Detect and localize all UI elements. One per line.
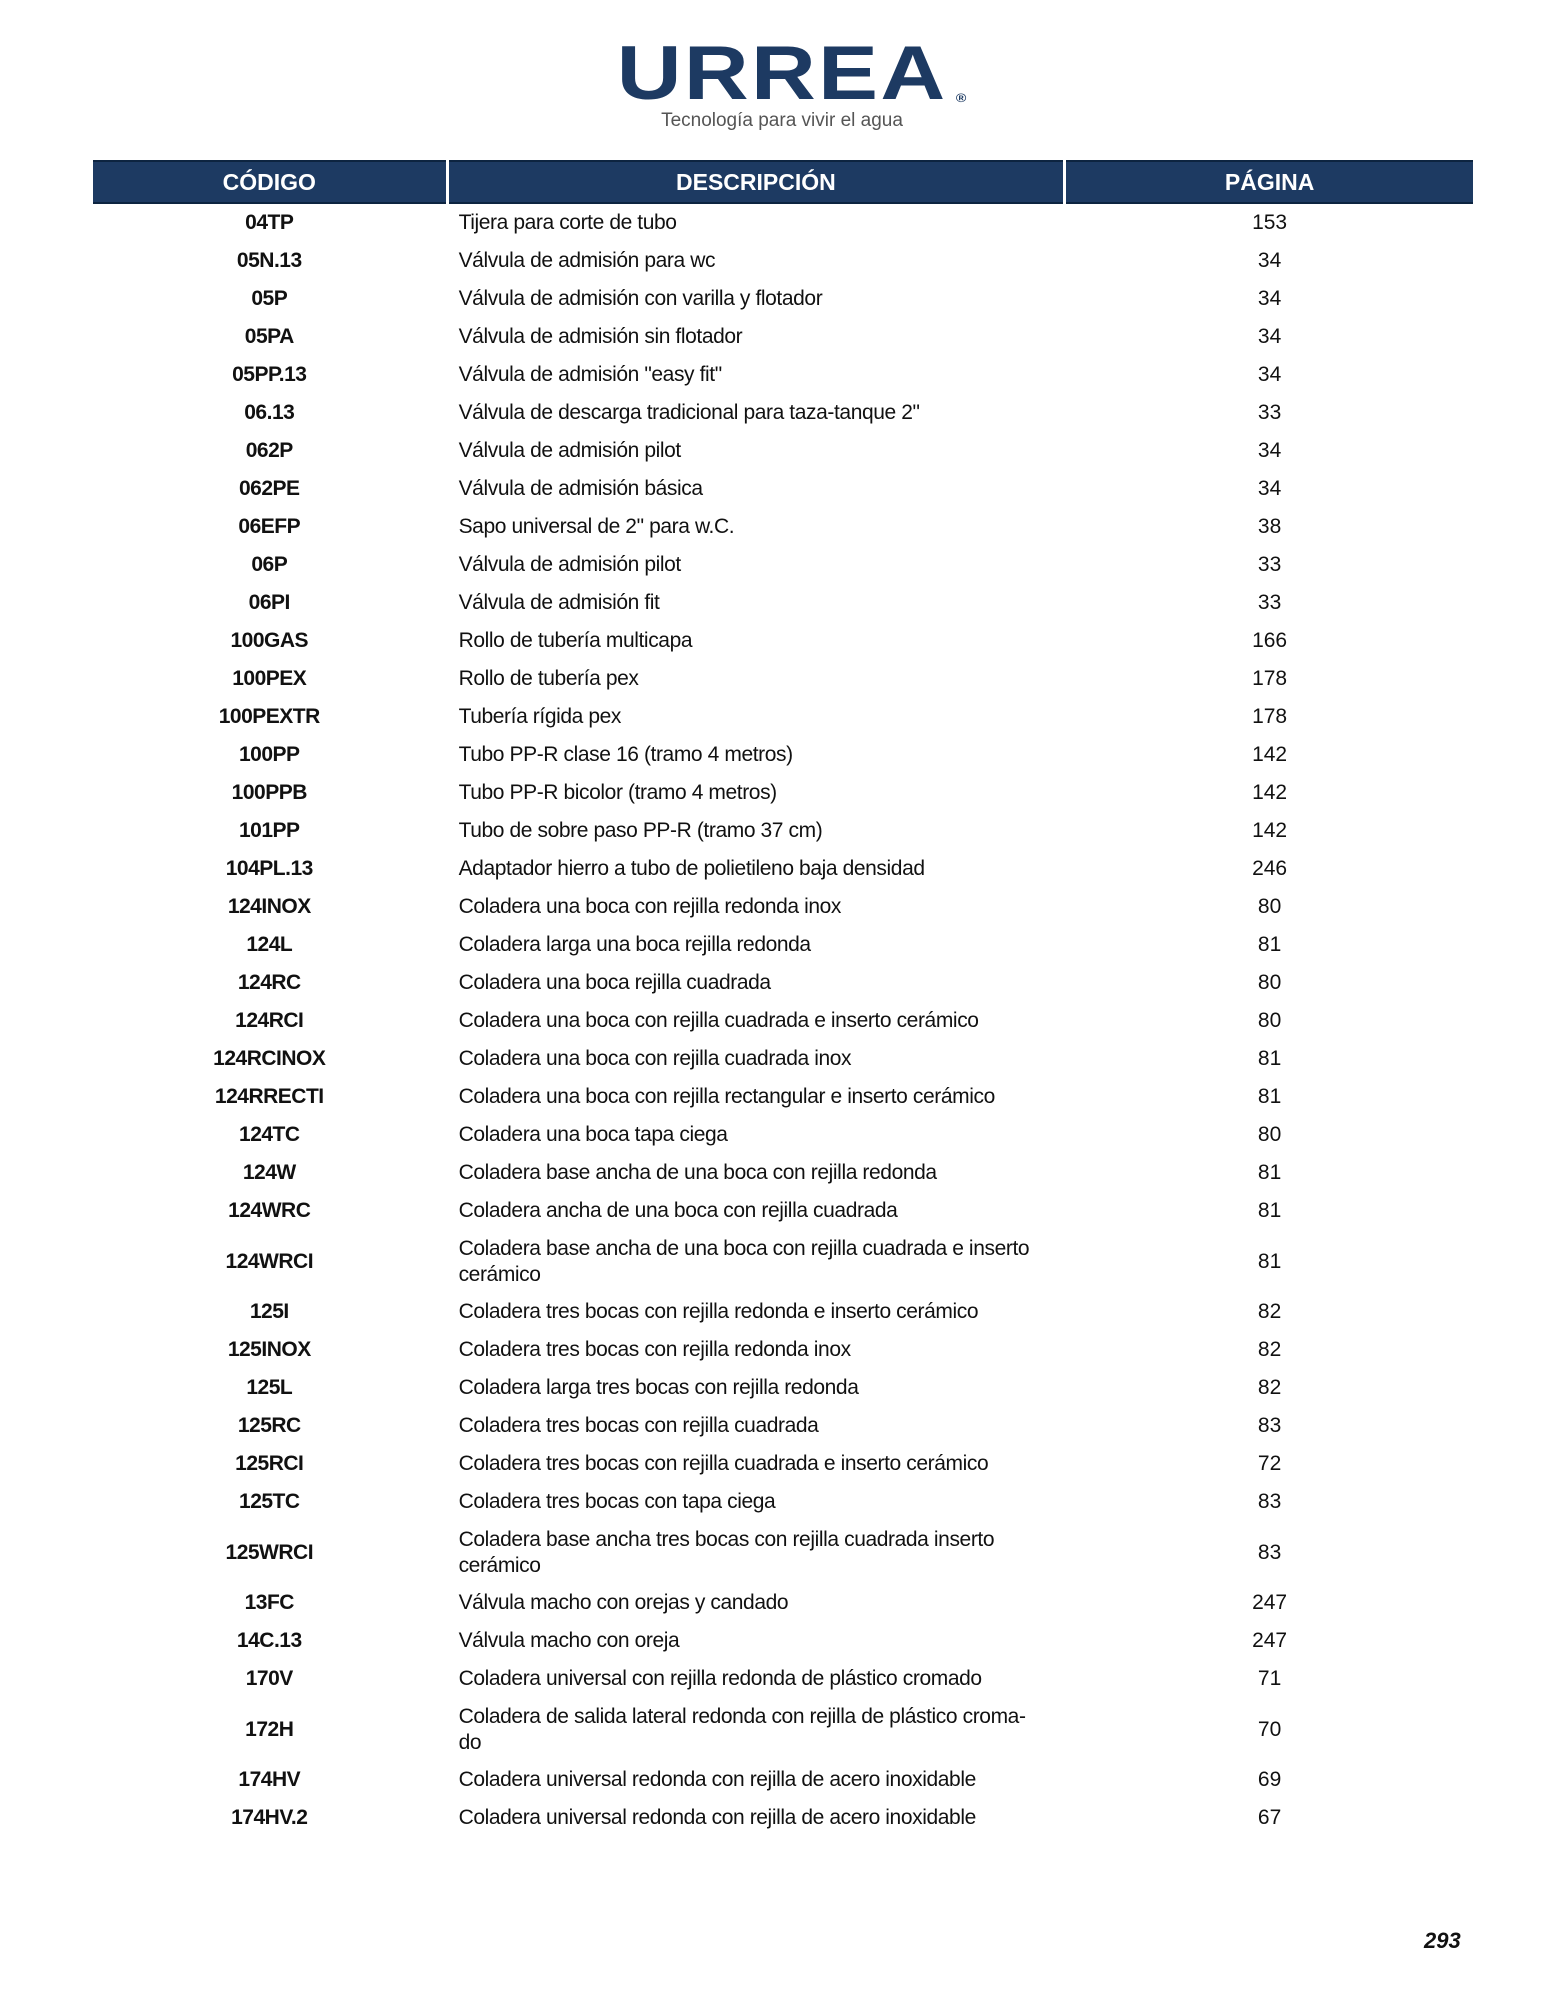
product-description: Coladera base ancha de una boca con rejilla redonda — [458, 1161, 937, 1184]
table-row — [93, 1761, 1473, 1799]
table-row — [93, 926, 1473, 964]
page-reference: 81 — [1257, 1249, 1282, 1273]
product-description: Coladera una boca con rejilla cuadrada inox — [458, 1047, 852, 1070]
table-row — [93, 394, 1473, 432]
page-reference: 178 — [1252, 705, 1288, 728]
product-code: 125TC — [239, 1490, 300, 1513]
table-row — [93, 1799, 1473, 1837]
product-code: 06P — [251, 553, 288, 576]
product-description: Válvula de admisión básica — [458, 477, 703, 500]
page-reference: 142 — [1252, 819, 1288, 842]
product-description: Coladera larga una boca rejilla redonda — [458, 933, 811, 956]
page-reference: 83 — [1257, 1490, 1282, 1513]
page-reference: 34 — [1257, 287, 1282, 310]
product-code: 125WRCI — [225, 1540, 314, 1564]
product-description: Válvula macho con orejas y candado — [458, 1591, 789, 1614]
product-description: Válvula macho con oreja — [458, 1629, 680, 1652]
page-reference: 142 — [1252, 781, 1288, 804]
page-reference: 33 — [1257, 591, 1282, 614]
product-description: Tubería rígida pex — [458, 705, 622, 728]
table-row — [93, 1154, 1473, 1192]
product-description: Válvula de admisión pilot — [458, 439, 681, 462]
page-reference: 178 — [1252, 667, 1288, 690]
product-description: Coladera ancha de una boca con rejilla cuadrada — [458, 1199, 898, 1222]
table-row — [93, 698, 1473, 736]
product-code: 100GAS — [230, 629, 309, 652]
product-code: 125INOX — [227, 1338, 311, 1361]
table-row — [93, 280, 1473, 318]
product-description: Coladera una boca con rejilla rectangular e inserto cerámico — [458, 1085, 995, 1108]
table-row — [93, 812, 1473, 850]
table-row — [93, 1230, 1473, 1293]
page-reference: 81 — [1257, 1047, 1282, 1070]
table-row — [93, 1660, 1473, 1698]
table-row — [93, 584, 1473, 622]
table-row — [93, 1369, 1473, 1407]
product-description: Coladera una boca con rejilla redonda inox — [458, 895, 842, 918]
table-row — [93, 1622, 1473, 1660]
product-description: Rollo de tubería pex — [458, 667, 639, 690]
table-row — [93, 204, 1473, 242]
product-code: 05PP.13 — [232, 363, 307, 386]
product-description: Coladera tres bocas con tapa ciega — [458, 1490, 776, 1513]
column-header-page: PÁGINA — [1066, 160, 1473, 204]
product-code: 100PEXTR — [218, 705, 320, 728]
page-reference: 153 — [1252, 211, 1288, 234]
page-reference: 80 — [1257, 1009, 1282, 1032]
product-code: 06.13 — [244, 401, 295, 424]
product-index-table — [90, 160, 1476, 1837]
page-reference: 83 — [1257, 1414, 1282, 1437]
product-code: 124RC — [237, 971, 301, 994]
page-reference: 34 — [1257, 477, 1282, 500]
product-description: Válvula de admisión "easy fit" — [458, 363, 722, 386]
product-code: 13FC — [244, 1591, 294, 1614]
page-reference: 247 — [1252, 1591, 1288, 1614]
product-description: Válvula de admisión fit — [458, 591, 660, 614]
product-code: 124RCINOX — [213, 1047, 326, 1070]
table-row — [93, 1040, 1473, 1078]
page-reference: 80 — [1257, 895, 1282, 918]
product-code: 125I — [249, 1300, 289, 1323]
brand-tagline: Tecnología para vivir el agua — [661, 110, 903, 131]
product-code: 124WRCI — [225, 1249, 314, 1273]
product-description: Coladera universal redonda con rejilla de acero inoxidable — [458, 1806, 976, 1829]
table-row — [93, 546, 1473, 584]
logo-wordmark: URREA ® — [616, 31, 969, 116]
page-reference: 34 — [1257, 249, 1282, 272]
product-description: Tubo PP-R clase 16 (tramo 4 metros) — [458, 743, 793, 766]
table-row — [93, 622, 1473, 660]
product-description: Coladera una boca con rejilla cuadrada e inserto cerámico — [458, 1009, 979, 1032]
registered-mark: ® — [955, 91, 969, 105]
table-row — [93, 964, 1473, 1002]
product-description: Coladera base ancha de una boca con rejilla cuadrada e inserto cerámico — [458, 1236, 1030, 1286]
product-code: 101PP — [239, 819, 300, 842]
product-code: 170V — [245, 1667, 293, 1690]
product-description: Válvula de descarga tradicional para taza-tanque 2" — [458, 401, 920, 424]
product-code: 100PEX — [232, 667, 307, 690]
page-reference: 82 — [1257, 1338, 1282, 1361]
product-code: 100PP — [239, 743, 300, 766]
product-code: 104PL.13 — [225, 857, 313, 880]
page-reference: 33 — [1257, 401, 1282, 424]
table-row — [93, 1445, 1473, 1483]
product-code: 06PI — [248, 591, 290, 614]
product-code: 124W — [242, 1161, 296, 1184]
page-reference: 81 — [1257, 1085, 1282, 1108]
page-reference: 33 — [1257, 553, 1282, 576]
page-reference: 82 — [1257, 1300, 1282, 1323]
page-reference: 83 — [1257, 1540, 1282, 1564]
table-row — [93, 888, 1473, 926]
page-reference: 81 — [1257, 1199, 1282, 1222]
page-reference: 166 — [1252, 629, 1288, 652]
table-row — [93, 470, 1473, 508]
page-reference: 34 — [1257, 363, 1282, 386]
table-row — [93, 1584, 1473, 1622]
table-row — [93, 774, 1473, 812]
product-description: Coladera larga tres bocas con rejilla redonda — [458, 1376, 859, 1399]
column-header-code: CÓDIGO — [93, 160, 446, 204]
page-reference: 81 — [1257, 933, 1282, 956]
product-description: Coladera tres bocas con rejilla cuadrada e inserto cerámico — [458, 1452, 989, 1475]
product-code: 05N.13 — [236, 249, 302, 272]
product-code: 124L — [246, 933, 293, 956]
table-header-row — [93, 160, 1473, 204]
product-description: Tijera para corte de tubo — [458, 211, 677, 234]
product-description: Válvula de admisión sin flotador — [458, 325, 743, 348]
product-code: 14C.13 — [236, 1629, 302, 1652]
table-row — [93, 1116, 1473, 1154]
column-header-description: DESCRIPCIÓN — [449, 160, 1064, 204]
page-reference: 142 — [1252, 743, 1288, 766]
product-code: 062P — [245, 439, 293, 462]
page-reference: 246 — [1252, 857, 1288, 880]
table-row — [93, 1698, 1473, 1761]
table-row — [93, 1078, 1473, 1116]
product-description: Válvula de admisión pilot — [458, 553, 681, 576]
page-reference: 247 — [1252, 1629, 1288, 1652]
table-row — [93, 736, 1473, 774]
product-code: 125RC — [237, 1414, 301, 1437]
table-row — [93, 242, 1473, 280]
product-description: Coladera universal con rejilla redonda de plástico cromado — [458, 1667, 982, 1690]
product-code: 05P — [251, 287, 288, 310]
table-row — [93, 1521, 1473, 1584]
product-code: 174HV — [238, 1768, 301, 1791]
product-description: Coladera universal redonda con rejilla de acero inoxidable — [458, 1768, 976, 1791]
table-row — [93, 850, 1473, 888]
table-row — [93, 356, 1473, 394]
product-code: 062PE — [239, 477, 300, 500]
product-description: Coladera tres bocas con rejilla cuadrada — [458, 1414, 819, 1437]
product-code: 05PA — [244, 325, 294, 348]
product-description: Tubo PP-R bicolor (tramo 4 metros) — [458, 781, 777, 804]
product-code: 124INOX — [227, 895, 311, 918]
product-description: Coladera tres bocas con rejilla redonda e inserto cerámico — [458, 1300, 979, 1323]
product-code: 172H — [245, 1717, 294, 1741]
page-reference: 82 — [1257, 1376, 1282, 1399]
product-description: Adaptador hierro a tubo de polietileno baja densidad — [458, 857, 925, 880]
product-code: 04TP — [245, 211, 294, 234]
product-description: Coladera una boca tapa ciega — [458, 1123, 728, 1146]
table-row — [93, 508, 1473, 546]
product-description: Coladera de salida lateral redonda con rejilla de plástico croma- do — [458, 1704, 1026, 1754]
product-description: Válvula de admisión para wc — [458, 249, 716, 272]
product-description: Tubo de sobre paso PP-R (tramo 37 cm) — [458, 819, 823, 842]
product-code: 124TC — [239, 1123, 300, 1146]
table-row — [93, 1407, 1473, 1445]
page-reference: 34 — [1257, 325, 1282, 348]
product-description: Válvula de admisión con varilla y flotador — [458, 287, 823, 310]
product-description: Coladera base ancha tres bocas con rejilla cuadrada inserto cerámico — [458, 1527, 995, 1577]
page-reference: 38 — [1257, 515, 1282, 538]
page-reference: 80 — [1257, 1123, 1282, 1146]
table-row — [93, 660, 1473, 698]
product-description: Coladera tres bocas con rejilla redonda inox — [458, 1338, 851, 1361]
page-reference: 80 — [1257, 971, 1282, 994]
product-code: 125RCI — [235, 1452, 304, 1475]
page-reference: 71 — [1257, 1667, 1282, 1690]
table-row — [93, 1293, 1473, 1331]
table-row — [93, 1002, 1473, 1040]
table-row — [93, 1192, 1473, 1230]
page-number: 293 — [1424, 1928, 1461, 1953]
page-reference: 81 — [1257, 1161, 1282, 1184]
product-description: Sapo universal de 2" para w.C. — [458, 515, 735, 538]
page-reference: 69 — [1257, 1768, 1282, 1791]
product-code: 124RCI — [235, 1009, 304, 1032]
product-code: 125L — [246, 1376, 293, 1399]
product-description: Coladera una boca rejilla cuadrada — [458, 971, 771, 994]
product-code: 124WRC — [228, 1199, 311, 1222]
table-row — [93, 1331, 1473, 1369]
product-description: Rollo de tubería multicapa — [458, 629, 693, 652]
page-reference: 34 — [1257, 439, 1282, 462]
product-code: 174HV.2 — [231, 1806, 308, 1829]
table-row — [93, 432, 1473, 470]
page-reference: 70 — [1257, 1717, 1282, 1741]
table-row — [93, 318, 1473, 356]
product-code: 06EFP — [238, 515, 301, 538]
product-code: 100PPB — [231, 781, 307, 804]
page-reference: 67 — [1257, 1806, 1282, 1829]
brand-logo — [0, 31, 1564, 116]
page-reference: 72 — [1257, 1452, 1282, 1475]
product-code: 124RRECTI — [214, 1085, 324, 1108]
table-row — [93, 1483, 1473, 1521]
